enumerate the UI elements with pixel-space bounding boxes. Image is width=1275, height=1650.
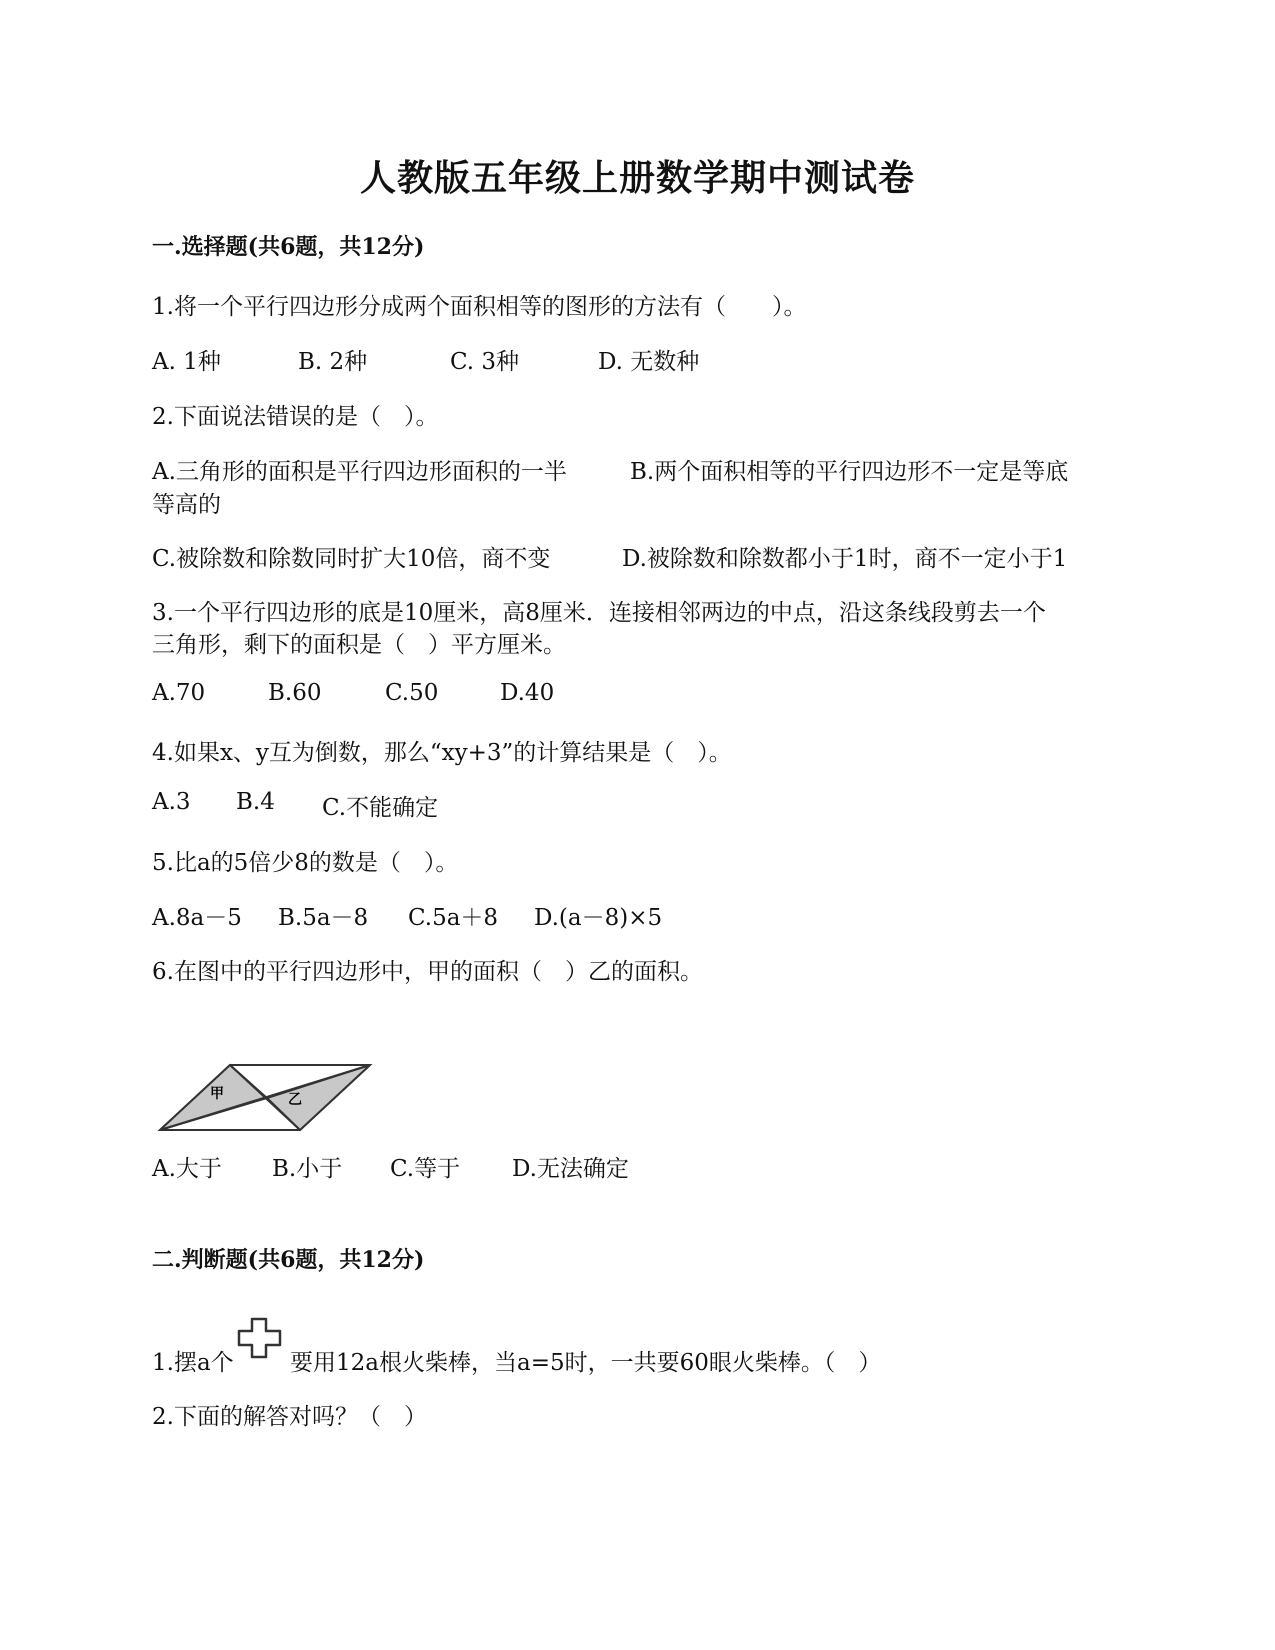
question-3-stem: 3.一个平行四边形的底是10厘米，高8厘米．连接相邻两边的中点，沿这条线段剪去一个: [152, 600, 1046, 626]
q5-option-a: A.8a－5: [152, 905, 242, 931]
q6-option-d: D.无法确定: [512, 1156, 629, 1182]
parallelogram-figure: [150, 1060, 380, 1140]
page-title: 人教版五年级上册数学期中测试卷: [359, 157, 915, 199]
question-6-stem: 6.在图中的平行四边形中，甲的面积（ ）乙的面积。: [152, 959, 703, 985]
question-3-stem-continued: 三角形，剩下的面积是（ ）平方厘米。: [152, 632, 566, 658]
question-5-stem: 5.比a的5倍少8的数是（ ）。: [152, 850, 459, 876]
q1-option-d: D. 无数种: [598, 349, 700, 375]
q2-option-a: A.三角形的面积是平行四边形面积的一半: [152, 459, 567, 485]
judgment-1-text: 要用12a根火柴棒，当a=5时，一共要60眼火柴棒。（ ）: [290, 1350, 882, 1376]
q5-option-d: D.(a－8)×5: [534, 905, 663, 931]
section-heading-judgment: 二.判断题(共6题，共12分): [152, 1247, 425, 1273]
q5-option-c: C.5a＋8: [408, 905, 499, 931]
q3-option-b: B.60: [268, 680, 322, 706]
region-yi: [267, 1065, 370, 1130]
question-2-stem: 2.下面说法错误的是（ ）。: [152, 404, 439, 430]
q2-option-d: D.被除数和除数都小于1时，商不一定小于1: [622, 546, 1068, 572]
question-1-stem: 1.将一个平行四边形分成两个面积相等的图形的方法有（ ）。: [152, 294, 807, 320]
section-heading-choice: 一.选择题(共6题，共12分): [152, 234, 425, 260]
q4-option-c: C.不能确定: [322, 795, 439, 821]
judgment-2-text: 2.下面的解答对吗？（ ）: [152, 1404, 427, 1430]
q5-option-b: B.5a－8: [278, 905, 369, 931]
q4-option-b: B.4: [236, 789, 275, 815]
q1-option-c: C. 3种: [450, 349, 520, 375]
q2-option-b: B.两个面积相等的平行四边形不一定是等底: [630, 459, 1069, 485]
q3-option-c: C.50: [385, 680, 439, 706]
q1-option-b: B. 2种: [298, 349, 368, 375]
q6-option-a: A.大于: [152, 1156, 222, 1182]
label-yi: 乙: [288, 1092, 302, 1108]
label-jia: 甲: [210, 1086, 224, 1102]
q2-option-b-continued: 等高的: [152, 492, 221, 518]
q6-option-c: C.等于: [390, 1156, 461, 1182]
q6-option-b: B.小于: [272, 1156, 343, 1182]
q3-option-d: D.40: [500, 680, 555, 706]
diagonal-2: [160, 1065, 370, 1130]
judgment-1-prefix: 1.摆a个: [152, 1350, 234, 1376]
q3-option-a: A.70: [152, 680, 206, 706]
q2-option-c: C.被除数和除数同时扩大10倍，商不变: [152, 546, 551, 572]
cross-matchstick-icon: [236, 1316, 284, 1362]
q4-option-a: A.3: [152, 789, 191, 815]
question-4-stem: 4.如果x、y互为倒数，那么“xy+3”的计算结果是（ ）。: [152, 740, 732, 766]
q1-option-a: A. 1种: [152, 349, 221, 375]
